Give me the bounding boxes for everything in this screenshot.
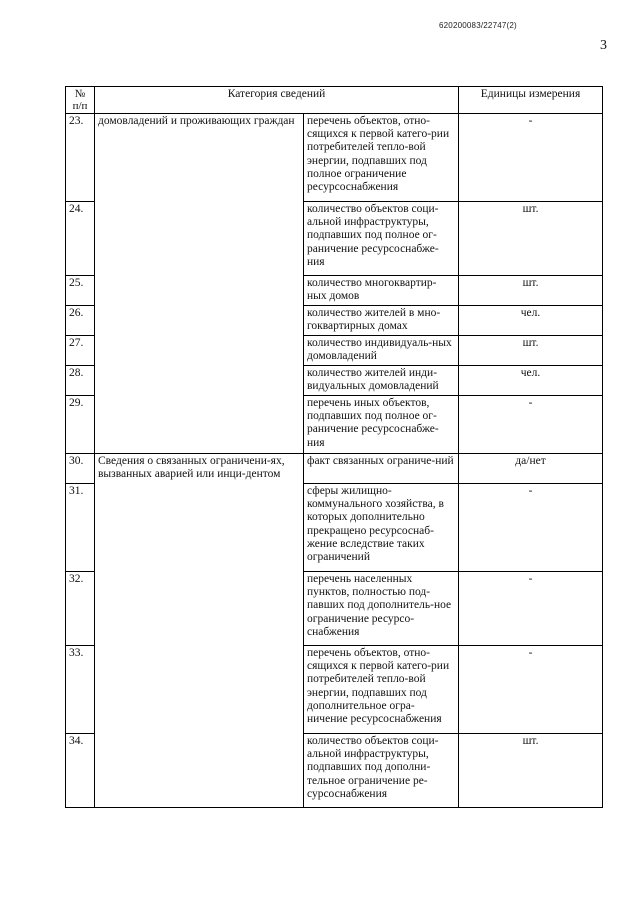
row-description: факт связанных ограниче-ний	[304, 454, 459, 484]
data-table	[65, 86, 603, 808]
row-description: количество индивидуаль-ных домовладений	[304, 336, 459, 366]
row-description: количество объектов соци-альной инфраструктуры, подпавших под полное ог-раничение ресурсоснабже-ния	[304, 202, 459, 276]
table-header-row	[66, 87, 603, 114]
row-unit: шт.	[459, 734, 603, 808]
row-number: 24.	[66, 202, 95, 276]
group-label: домовладений и проживающих граждан	[95, 114, 304, 454]
row-description: перечень объектов, отно-сящихся к первой катего-рии потребителей тепло-вой энергии, подпавших под дополнительное огра-ничение ресурсоснабжения	[304, 646, 459, 734]
document-id: 620200083/22747(2)	[439, 21, 517, 30]
table-row	[66, 454, 603, 484]
header-category: Категория сведений	[95, 87, 459, 114]
row-number: 27.	[66, 336, 95, 366]
row-unit: чел.	[459, 366, 603, 396]
row-unit: да/нет	[459, 454, 603, 484]
row-description: перечень объектов, отно-сящихся к первой катего-рии потребителей тепло-вой энергии, подпавших под полное ограничение ресурсоснабжения	[304, 114, 459, 202]
row-description: сферы жилищно-коммунального хозяйства, в которых дополнительно прекращено ресурсоснаб-жение вследствие таких ограничений	[304, 484, 459, 572]
group-label: Сведения о связанных ограничени-ях, вызванных аварией или инци-дентом	[95, 454, 304, 808]
row-number: 26.	[66, 306, 95, 336]
header-num: № п/п	[66, 87, 95, 114]
row-number: 31.	[66, 484, 95, 572]
row-description: количество жителей в мно-гоквартирных домах	[304, 306, 459, 336]
row-number: 34.	[66, 734, 95, 808]
row-description: перечень населенных пунктов, полностью под-павших под дополнитель-ное ограничение ресурсо-снабжения	[304, 572, 459, 646]
row-unit: шт.	[459, 336, 603, 366]
row-number: 25.	[66, 276, 95, 306]
row-number: 33.	[66, 646, 95, 734]
row-unit: -	[459, 646, 603, 734]
header-unit: Единицы измерения	[459, 87, 603, 114]
row-number: 23.	[66, 114, 95, 202]
row-unit: -	[459, 396, 603, 454]
row-number: 30.	[66, 454, 95, 484]
row-unit: -	[459, 484, 603, 572]
row-number: 32.	[66, 572, 95, 646]
row-description: количество многоквартир-ных домов	[304, 276, 459, 306]
row-number: 28.	[66, 366, 95, 396]
page-number: 3	[600, 38, 607, 53]
row-unit: -	[459, 114, 603, 202]
row-unit: -	[459, 572, 603, 646]
row-unit: шт.	[459, 276, 603, 306]
row-description: перечень иных объектов, подпавших под полное ог-раничение ресурсоснабже-ния	[304, 396, 459, 454]
row-unit: шт.	[459, 202, 603, 276]
row-unit: чел.	[459, 306, 603, 336]
table-row	[66, 114, 603, 202]
row-number: 29.	[66, 396, 95, 454]
row-description: количество объектов соци-альной инфраструктуры, подпавших под дополни-тельное ограничение ре-сурсоснабжения	[304, 734, 459, 808]
row-description: количество жителей инди-видуальных домовладений	[304, 366, 459, 396]
